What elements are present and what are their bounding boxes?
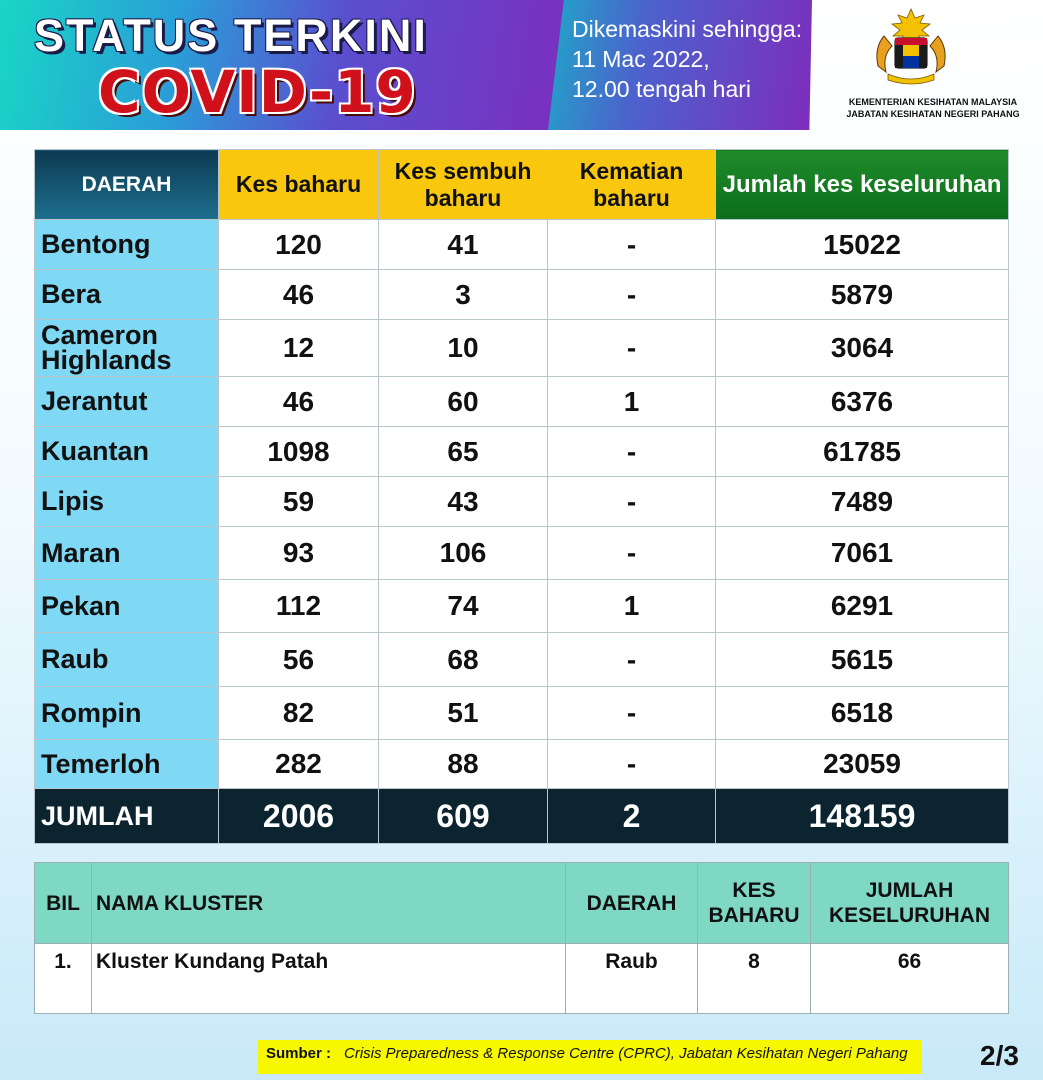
update-date: 11 Mac 2022, [572, 46, 710, 72]
recovered: 3 [379, 270, 548, 320]
table-row [35, 580, 1009, 633]
total-label: JUMLAH [35, 789, 219, 844]
total-cases: 7061 [716, 527, 1009, 580]
recovered: 51 [379, 687, 548, 740]
source-label: Sumber : [266, 1045, 332, 1062]
total-cases: 6376 [716, 377, 1009, 427]
deaths: - [548, 477, 716, 527]
district-name: Kuantan [35, 427, 219, 477]
recovered: 68 [379, 633, 548, 687]
cluster-table [34, 862, 1009, 1014]
coat-of-arms-icon [868, 6, 954, 86]
total-new-cases: 2006 [219, 789, 379, 844]
update-info [572, 14, 802, 104]
cluster-district: Raub [566, 944, 698, 1014]
column-header-cluster-kes-baharu: KES BAHARU [698, 863, 811, 944]
table-row [35, 527, 1009, 580]
cluster-new-cases: 8 [698, 944, 811, 1014]
page-number: 2/3 [980, 1040, 1019, 1071]
deaths: - [548, 633, 716, 687]
deaths: - [548, 270, 716, 320]
total-cases: 5879 [716, 270, 1009, 320]
district-name: Lipis [35, 477, 219, 527]
deaths: 1 [548, 580, 716, 633]
district-name: Rompin [35, 687, 219, 740]
source-text: Crisis Preparedness & Response Centre (CPRC), Jabatan Kesihatan Negeri Pahang [344, 1045, 908, 1062]
deaths: - [548, 740, 716, 789]
new-cases: 282 [219, 740, 379, 789]
district-name: Temerloh [35, 740, 219, 789]
table-row [35, 740, 1009, 789]
total-row [35, 789, 1009, 844]
table-row [35, 633, 1009, 687]
recovered: 88 [379, 740, 548, 789]
new-cases: 1098 [219, 427, 379, 477]
table-row [35, 377, 1009, 427]
recovered: 65 [379, 427, 548, 477]
recovered: 41 [379, 220, 548, 270]
deaths: - [548, 427, 716, 477]
district-name: Bera [35, 270, 219, 320]
column-header-cluster-jumlah: JUMLAH KESELURUHAN [811, 863, 1009, 944]
cluster-table-header [35, 863, 1009, 944]
new-cases: 46 [219, 270, 379, 320]
table-row [35, 477, 1009, 527]
deaths: - [548, 687, 716, 740]
recovered: 10 [379, 320, 548, 377]
column-header-daerah: DAERAH [35, 150, 219, 220]
total-cases: 7489 [716, 477, 1009, 527]
update-time: 12.00 tengah hari [572, 76, 752, 102]
recovered: 43 [379, 477, 548, 527]
deaths: - [548, 220, 716, 270]
district-name: Jerantut [35, 377, 219, 427]
total-cases: 23059 [716, 740, 1009, 789]
banner-title: STATUS TERKINI [34, 10, 428, 61]
new-cases: 46 [219, 377, 379, 427]
district-table-header [35, 150, 1009, 220]
cluster-name: Kluster Kundang Patah [92, 944, 566, 1014]
ministry-line-1: KEMENTERIAN KESIHATAN MALAYSIA [848, 97, 1018, 107]
new-cases: 93 [219, 527, 379, 580]
table-row [35, 320, 1009, 377]
banner-subtitle: COVID-19 [98, 58, 417, 126]
column-header-cluster-daerah: DAERAH [566, 863, 698, 944]
new-cases: 12 [219, 320, 379, 377]
column-header-jumlah: Jumlah kes keseluruhan [716, 150, 1009, 220]
table-row [35, 944, 1009, 1014]
total-deaths: 2 [548, 789, 716, 844]
table-row [35, 270, 1009, 320]
district-name: Pekan [35, 580, 219, 633]
column-header-nama-kluster: NAMA KLUSTER [92, 863, 566, 944]
source-note [258, 1040, 922, 1074]
ministry-label [828, 96, 1038, 120]
total-cases: 6518 [716, 687, 1009, 740]
table-row [35, 427, 1009, 477]
total-recovered: 609 [379, 789, 548, 844]
district-table [34, 149, 1009, 844]
deaths: - [548, 527, 716, 580]
total-cases: 6291 [716, 580, 1009, 633]
district-name: Bentong [35, 220, 219, 270]
ministry-line-2: JABATAN KESIHATAN NEGERI PAHANG [846, 109, 1020, 119]
column-header-kes-sembuh: Kes sembuh baharu [379, 150, 548, 220]
recovered: 60 [379, 377, 548, 427]
column-header-kes-baharu: Kes baharu [219, 150, 379, 220]
recovered: 106 [379, 527, 548, 580]
new-cases: 112 [219, 580, 379, 633]
new-cases: 56 [219, 633, 379, 687]
total-cases: 5615 [716, 633, 1009, 687]
district-name: Maran [35, 527, 219, 580]
new-cases: 82 [219, 687, 379, 740]
district-name: Cameron Highlands [35, 320, 219, 377]
deaths: - [548, 320, 716, 377]
column-header-bil: BIL [35, 863, 92, 944]
district-name: Raub [35, 633, 219, 687]
total-cases: 15022 [716, 220, 1009, 270]
total-cases: 61785 [716, 427, 1009, 477]
new-cases: 120 [219, 220, 379, 270]
table-row [35, 220, 1009, 270]
new-cases: 59 [219, 477, 379, 527]
cluster-total-cases: 66 [811, 944, 1009, 1014]
update-label: Dikemaskini sehingga: [572, 16, 803, 42]
recovered: 74 [379, 580, 548, 633]
total-cases: 3064 [716, 320, 1009, 377]
deaths: 1 [548, 377, 716, 427]
grand-total-cases: 148159 [716, 789, 1009, 844]
column-header-kematian: Kematian baharu [548, 150, 716, 220]
cluster-number: 1. [35, 944, 92, 1014]
table-row [35, 687, 1009, 740]
